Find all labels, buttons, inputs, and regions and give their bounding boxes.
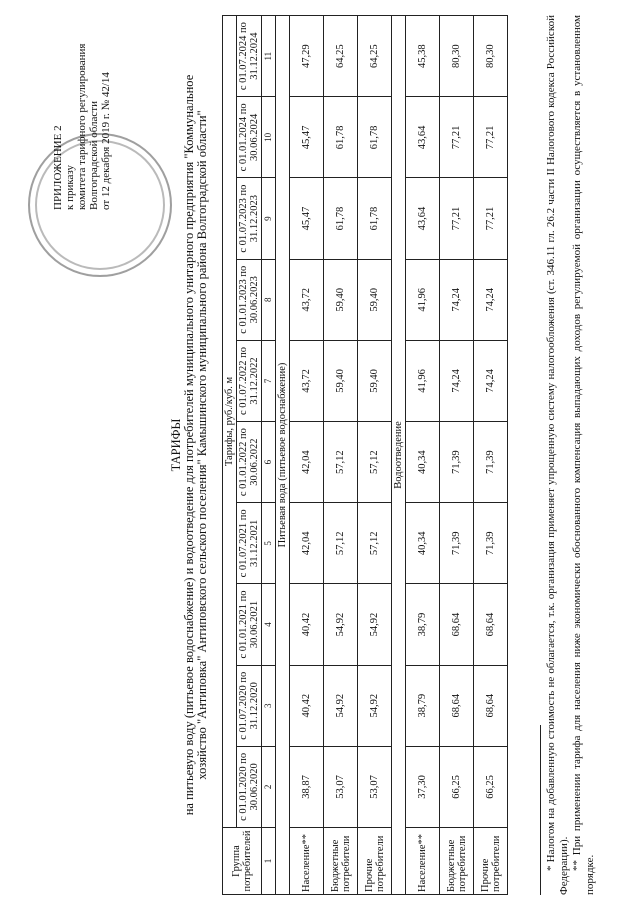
group-cell: Бюджетные потребители (440, 828, 474, 895)
column-number: 6 (262, 422, 276, 503)
tariff-value: 68,64 (474, 584, 508, 665)
column-number: 11 (262, 16, 276, 97)
tariff-value: 57,12 (324, 422, 358, 503)
section-header: Водоотведение (392, 16, 406, 895)
tariff-value: 53,07 (324, 746, 358, 827)
tariff-value: 66,25 (440, 746, 474, 827)
period-header: с 01.01.2023 по 30.06.2023 (237, 259, 262, 340)
table-row (474, 16, 508, 895)
period-header: с 01.07.2021 по 31.12.2021 (237, 503, 262, 584)
footnote-2: ** При применении тарифа для населения ниже экономически обоснованного компенсация выпадающих доходов регулируемой организации осуществляется в установленном порядке. (571, 15, 596, 895)
footnote-1: * Налогом на добавленную стоимость не облагается, т.к. организация применяет упрощенную систему налогообложения (ст. 346.11 гл. 26.2 части II Налогового кодекса Российской Федерации). (545, 15, 570, 895)
appendix-line: от 12 декабря 2019 г. № 42/14 (100, 72, 112, 210)
period-header: с 01.01.2022 по 30.06.2022 (237, 422, 262, 503)
tariff-value: 64,25 (358, 16, 392, 97)
group-cell: Население** (290, 828, 324, 895)
tariff-value: 40,34 (406, 503, 440, 584)
tariff-value: 43,64 (406, 97, 440, 178)
tariff-value: 57,12 (358, 503, 392, 584)
tariff-value: 54,92 (324, 584, 358, 665)
tariff-value: 45,38 (406, 16, 440, 97)
appendix-line: комитета тарифного регулирования (76, 43, 88, 210)
tariff-value: 59,40 (324, 340, 358, 421)
table-row (324, 16, 358, 895)
tariff-value: 42,04 (290, 503, 324, 584)
column-number: 4 (262, 584, 276, 665)
tariff-value: 59,40 (358, 259, 392, 340)
tariff-value: 38,79 (406, 584, 440, 665)
tariff-value: 77,21 (474, 97, 508, 178)
group-header: Группа потребителей (223, 828, 262, 895)
column-number: 5 (262, 503, 276, 584)
tariff-value: 43,72 (290, 259, 324, 340)
tariff-value: 68,64 (440, 584, 474, 665)
tariff-value: 54,92 (324, 665, 358, 746)
tariff-value: 57,12 (324, 503, 358, 584)
tariff-value: 43,72 (290, 340, 324, 421)
tariff-value: 80,30 (440, 16, 474, 97)
column-number: 7 (262, 340, 276, 421)
tariff-value: 74,24 (440, 340, 474, 421)
tariff-value: 43,64 (406, 178, 440, 259)
tariff-value: 38,87 (290, 746, 324, 827)
period-header: с 01.07.2022 по 31.12.2022 (237, 340, 262, 421)
tariff-value: 59,40 (324, 259, 358, 340)
tariff-value: 74,24 (440, 259, 474, 340)
tariff-value: 61,78 (358, 97, 392, 178)
group-cell: Бюджетные потребители (324, 828, 358, 895)
table-row (358, 16, 392, 895)
tariff-value: 59,40 (358, 340, 392, 421)
tariff-value: 37,30 (406, 746, 440, 827)
column-number: 3 (262, 665, 276, 746)
tariff-value: 64,25 (324, 16, 358, 97)
tariff-value: 54,92 (358, 584, 392, 665)
tariff-value: 71,39 (440, 422, 474, 503)
tariff-value: 38,79 (406, 665, 440, 746)
tariff-value: 74,24 (474, 340, 508, 421)
appendix-line: ПРИЛОЖЕНИЕ 2 (52, 125, 64, 210)
tariff-value: 61,78 (358, 178, 392, 259)
tariff-value: 80,30 (474, 16, 508, 97)
column-number: 9 (262, 178, 276, 259)
tariff-value: 40,42 (290, 584, 324, 665)
tariff-value: 57,12 (358, 422, 392, 503)
period-header: с 01.07.2024 по 31.12.2024 (237, 16, 262, 97)
group-cell: Прочие потребители (358, 828, 392, 895)
period-header: с 01.07.2020 по 31.12.2020 (237, 665, 262, 746)
tariff-value: 41,96 (406, 259, 440, 340)
column-number: 10 (262, 97, 276, 178)
tariff-value: 54,92 (358, 665, 392, 746)
appendix-block (52, 30, 112, 270)
tariff-value: 47,29 (290, 16, 324, 97)
tariff-value: 77,21 (440, 97, 474, 178)
section-header: Питьевая вода (питьевое водоснабжение) (276, 16, 290, 895)
tariff-value: 41,96 (406, 340, 440, 421)
group-cell: Прочие потребители (474, 828, 508, 895)
column-number: 2 (262, 746, 276, 827)
tariff-value: 68,64 (474, 665, 508, 746)
tariff-value: 61,78 (324, 178, 358, 259)
document-title (170, 45, 209, 845)
period-header: с 01.01.2020 по 30.06.2020 (237, 746, 262, 827)
column-number: 8 (262, 259, 276, 340)
tariff-value: 40,34 (406, 422, 440, 503)
tariff-value: 71,39 (474, 422, 508, 503)
period-header: с 01.07.2023 по 31.12.2023 (237, 178, 262, 259)
footnote-rule (540, 725, 541, 895)
tariff-value: 61,78 (324, 97, 358, 178)
tariff-value: 66,25 (474, 746, 508, 827)
tariff-value: 42,04 (290, 422, 324, 503)
appendix-line: к приказу (64, 164, 76, 210)
tariff-value: 77,21 (440, 178, 474, 259)
table-row (440, 16, 474, 895)
period-header: с 01.01.2024 по 30.06.2024 (237, 97, 262, 178)
title-line: на питьевую воду (питьевое водоснабжение) и водоотведение для потребителей муниципального унитарного предприятия "Коммунальное (182, 74, 196, 816)
title-line: хозяйство "Антиповка" Антиповского сельского поселения" Камышинского муниципального района Волгоградской области" (195, 110, 209, 780)
title-heading: ТАРИФЫ (169, 418, 183, 472)
tariff-value: 77,21 (474, 178, 508, 259)
tariff-value: 45,47 (290, 178, 324, 259)
tariff-value: 53,07 (358, 746, 392, 827)
tariff-value: 40,42 (290, 665, 324, 746)
table-row (406, 16, 440, 895)
tariff-value: 68,64 (440, 665, 474, 746)
table-row (290, 16, 324, 895)
period-header: с 01.01.2021 по 30.06.2021 (237, 584, 262, 665)
footnotes (540, 15, 597, 895)
appendix-line: Волгоградской области (88, 101, 100, 210)
column-number: 1 (262, 828, 276, 895)
tariff-value: 74,24 (474, 259, 508, 340)
tariffs-header: Тарифы, руб./куб. м (223, 16, 237, 828)
tariff-value: 71,39 (440, 503, 474, 584)
group-cell: Население** (406, 828, 440, 895)
tariff-table (222, 15, 508, 895)
tariff-value: 45,47 (290, 97, 324, 178)
tariff-value: 71,39 (474, 503, 508, 584)
